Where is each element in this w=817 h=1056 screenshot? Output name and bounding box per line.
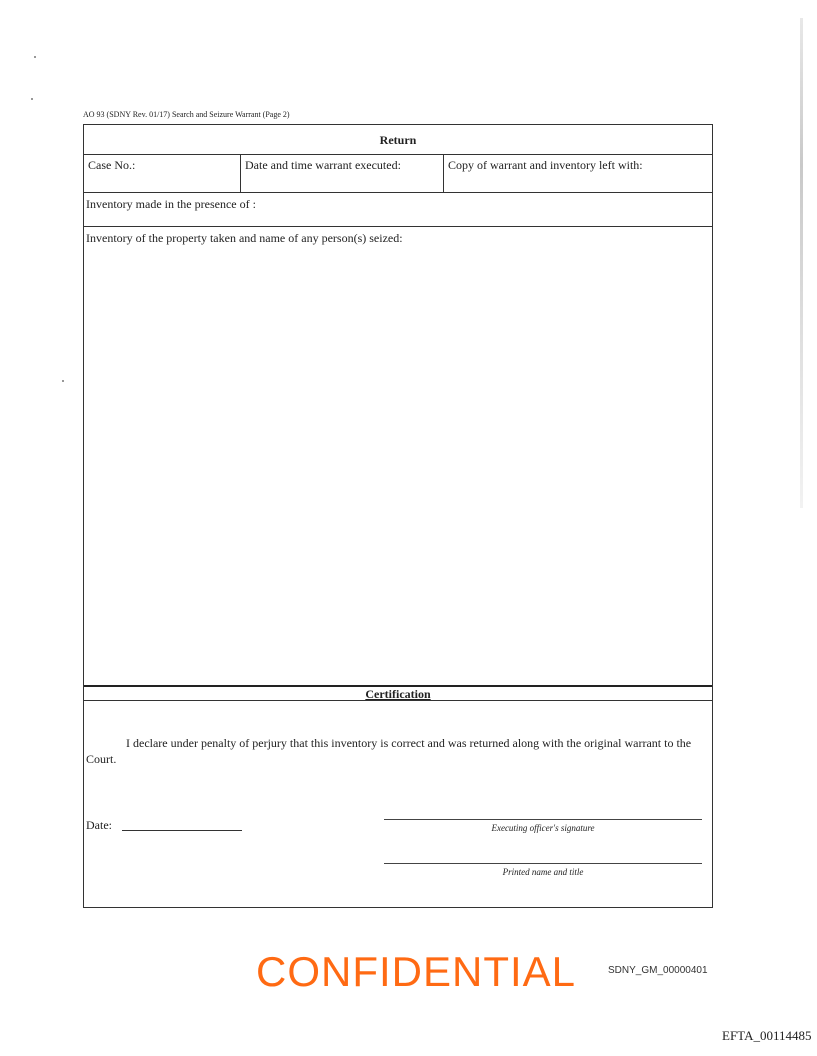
inventory-field[interactable] [84, 227, 712, 685]
date-line[interactable] [122, 830, 242, 831]
inventory-presence-field[interactable] [84, 193, 712, 227]
signature-caption: Executing officer's signature [491, 823, 595, 833]
return-form [83, 124, 713, 908]
signature-line[interactable] [384, 819, 702, 820]
date-label: Date: [86, 818, 112, 832]
scan-edge-shadow [800, 18, 803, 508]
certification-title: Certification [365, 687, 431, 701]
return-header: Return [84, 125, 712, 155]
copy-left-with-field[interactable] [444, 155, 712, 192]
certification-header [84, 685, 712, 701]
return-fields-row [84, 155, 712, 193]
copy-left-with-label: Copy of warrant and inventory left with: [448, 158, 643, 172]
inventory-presence-label: Inventory made in the presence of : [86, 197, 256, 211]
date-time-executed-field[interactable] [241, 155, 444, 192]
date-time-executed-label: Date and time warrant executed: [245, 158, 401, 172]
scan-speck [62, 380, 64, 382]
case-number-field[interactable] [84, 155, 241, 192]
printed-name-caption: Printed name and title [502, 867, 584, 877]
efta-number: EFTA_00114485 [722, 1028, 812, 1043]
bates-number: SDNY_GM_00000401 [608, 965, 708, 976]
case-number-label: Case No.: [88, 158, 136, 172]
printed-name-line[interactable] [384, 863, 702, 864]
inventory-label: Inventory of the property taken and name of any person(s) seized: [86, 231, 403, 245]
scan-speck [31, 98, 33, 100]
certification-declaration: I declare under penalty of perjury that this inventory is correct and was returned along with the original warrant to the Court. [86, 736, 692, 766]
form-identifier: AO 93 (SDNY Rev. 01/17) Search and Seizure Warrant (Page 2) [83, 110, 290, 119]
scan-speck [34, 56, 36, 58]
confidential-stamp: CONFIDENTIAL [256, 948, 577, 995]
